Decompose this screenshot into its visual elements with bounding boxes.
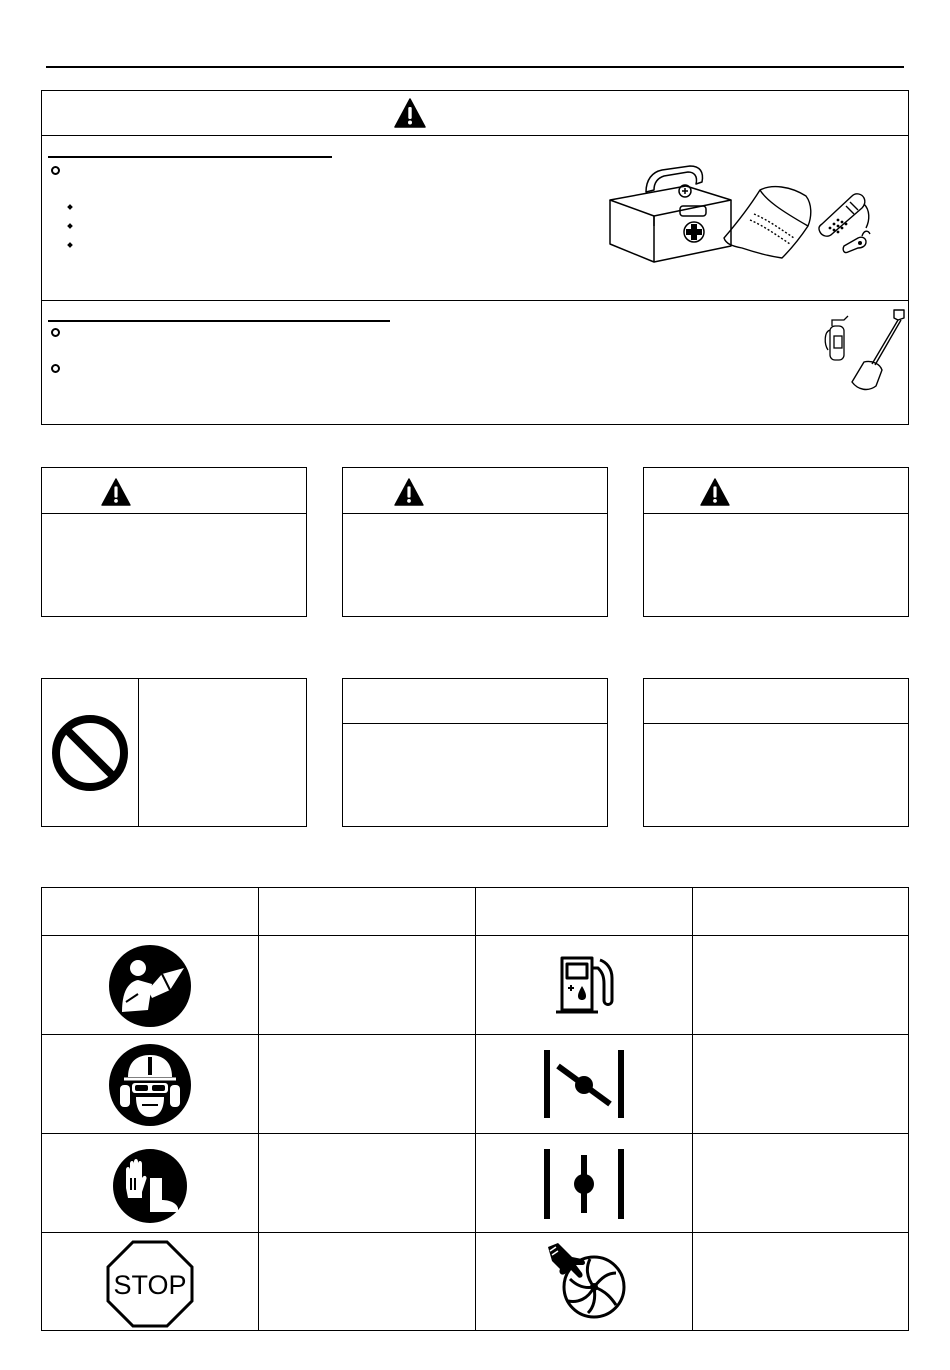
prohibition-icon: [51, 713, 129, 793]
first-aid-kit-icon: [606, 158, 736, 266]
header-rule: [46, 66, 904, 68]
table-row-divider: [41, 935, 909, 936]
head-eye-ear-protection-icon: [108, 1043, 192, 1127]
table-column-divider: [692, 887, 693, 1331]
towel-icon: [720, 182, 820, 260]
stop-sign-text: STOP: [113, 1270, 187, 1300]
stop-sign-icon: [106, 1240, 194, 1328]
notice-box-divider: [342, 723, 608, 724]
prohibition-box-divider: [138, 678, 139, 827]
warning-triangle-icon: [101, 478, 131, 506]
notice-box-divider: [643, 723, 909, 724]
fire-heading-rule: [48, 320, 390, 322]
whistle-icon: [840, 228, 872, 256]
choke-open-icon: [540, 1147, 630, 1221]
table-row-divider: [41, 1133, 909, 1134]
warning-box-2: [342, 467, 608, 617]
panel-section-divider: [41, 300, 909, 301]
warning-box-divider: [643, 513, 909, 514]
shovel-icon: [846, 306, 908, 392]
warning-box-3: [643, 467, 909, 617]
notice-box-3: [643, 678, 909, 827]
warning-triangle-icon: [700, 478, 730, 506]
choke-closed-icon: [540, 1048, 630, 1120]
gloves-boots-icon: [112, 1148, 188, 1224]
warning-box-divider: [342, 513, 608, 514]
table-column-divider: [475, 887, 476, 1331]
panel-header-divider: [41, 135, 909, 136]
fuel-pump-icon: [554, 954, 618, 1016]
notice-box-2: [342, 678, 608, 827]
circle-bullet: [51, 166, 60, 175]
table-row-divider: [41, 1034, 909, 1035]
warning-box-1: [41, 467, 307, 617]
hand-impeller-hazard-icon: [546, 1243, 630, 1323]
circle-bullet: [51, 328, 60, 337]
table-row-divider: [41, 1232, 909, 1233]
warning-triangle-icon: [394, 98, 426, 128]
first-aid-heading-rule: [48, 156, 332, 158]
warning-triangle-icon: [394, 478, 424, 506]
warning-box-divider: [41, 513, 307, 514]
circle-bullet: [51, 364, 60, 373]
read-manual-icon: [108, 944, 192, 1028]
table-column-divider: [258, 887, 259, 1331]
